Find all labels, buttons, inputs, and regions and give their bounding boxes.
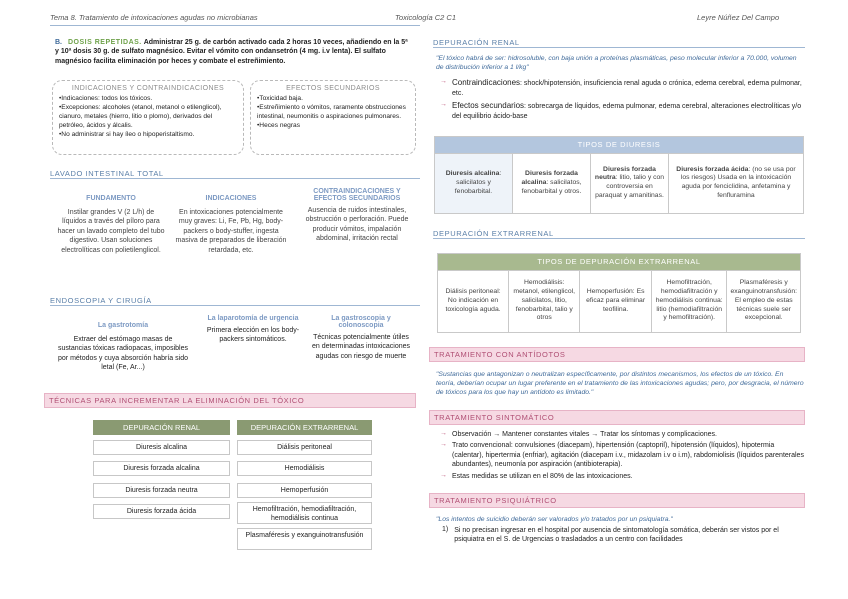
psiquiatrico-intro: "Los intentos de suicidio deberán ser valorados y/o tratados por un psiquiatra."	[436, 516, 673, 523]
arrow-icon: →	[440, 430, 447, 437]
lavado-col-head: CONTRAINDICACIONES Y EFECTOS SECUNDARIOS	[313, 188, 401, 202]
extra-flow-item: Hemofiltración, hemodiafiltración, hemodiálisis continua	[237, 502, 372, 524]
endoscopia-col	[310, 315, 412, 361]
header-center: Toxicología C2 C1	[395, 13, 457, 22]
indicaciones-item: •No administrar si hay íleo o hipoperistaltismo.	[59, 130, 195, 138]
indicaciones-box	[52, 80, 244, 155]
diuresis-cell: Diuresis forzada neutra: litio, talio y con controversia en paraquat y amanitinas.	[591, 153, 669, 213]
dep-extra-title: DEPURACIÓN EXTRARRENAL	[433, 229, 805, 239]
arrow-icon: →	[440, 101, 447, 108]
lavado-col	[55, 195, 167, 255]
lavado-col-head: INDICACIONES	[205, 195, 257, 202]
renal-flow-item: Diuresis forzada neutra	[93, 483, 230, 498]
diuresis-cell: Diuresis alcalina: salicilatos y fenobarbital.	[435, 153, 513, 213]
diuresis-table	[434, 136, 804, 214]
endoscopia-col-text: Primera elección en los body-packers sintomáticos.	[206, 327, 300, 344]
endoscopia-col-text: Técnicas potencialmente útiles en determinadas intoxicaciones agudas con riesgo de muerte	[311, 334, 411, 360]
dep-renal-contra	[440, 78, 802, 98]
lavado-col-text: Ausencia de ruidos intestinales, obstrucción o perforación. Puede producir vómitos, impalación abdominal, irritación rectal	[305, 207, 409, 243]
lavado-col	[175, 195, 287, 255]
psiquiatrico-num: 1)	[442, 526, 449, 533]
header-right: Leyre Núñez Del Campo	[697, 13, 780, 22]
efectos-box	[250, 80, 416, 155]
renal-flow-head: DEPURACIÓN RENAL	[93, 420, 230, 435]
endoscopia-col	[58, 322, 188, 373]
renal-flow-item: Diuresis forzada alcalina	[93, 461, 230, 476]
extra-flow-head: DEPURACIÓN EXTRARRENAL	[237, 420, 372, 435]
efectos-item: •Heces negras	[257, 121, 300, 129]
extrarrenal-cell: Hemofiltración, hemodiafiltración y hemodiálisis continua: litio (hemodiafiltración y hemofiltración).	[651, 270, 727, 332]
extrarrenal-table-title: TIPOS DE DEPURACIÓN EXTRARRENAL	[438, 254, 801, 271]
extra-flow-item: Hemodiálisis	[237, 461, 372, 476]
arrow-icon: →	[440, 78, 447, 85]
sintomatico-item: → Estas medidas se utilizan en el 80% de las intoxicaciones.	[440, 471, 633, 480]
endoscopia-col-head: La gastrotomía	[97, 322, 149, 329]
dosis-title: DOSIS REPETIDAS.	[68, 39, 142, 46]
indicaciones-item: •Excepciones: alcoholes (etanol, metanol o etilenglicol), cianuro, metales (hierro, litio o plomo), derivados del petróleo, ácidos y álcalis.	[59, 103, 222, 129]
indicaciones-box-title: INDICACIONES Y CONTRAINDICACIONES	[71, 85, 225, 92]
extra-flow-item: Plasmaféresis y exanguinotransfusión	[237, 528, 372, 550]
antidotos-text: "Sustancias que antagonizan o neutralizan específicamente, por distintos mecanismos, los efectos de un tóxico. En teoría, deberían ocupar un lugar preferente en el tratamiento de las intoxicaciones agudas; pero, por desgracia, el número de tóxicos para los que hay un antídoto es limitado."	[436, 371, 804, 397]
psiquiatrico-title: TRATAMIENTO PSIQUIÁTRICO	[429, 493, 805, 508]
header-rule	[50, 25, 420, 26]
endoscopia-col-head: La gastroscopia y colonoscopia	[331, 315, 391, 329]
sintomatico-item: → Trato convencional: convulsiones (diacepam), hipertensión (captopril), hipotensión (líquidos), hipotermia (calentar), hipertermia (enfriar), agitación (diacepam i.v., midazolam i.v o i.m), rabdomiolisis (líquidos parenterales abundantes), neumonía por aspiración (antibioterapia).	[440, 441, 804, 469]
extra-flow-item: Diálisis peritoneal	[237, 440, 372, 455]
dosis-letter: B.	[55, 39, 62, 46]
extrarrenal-cell: Diálisis peritoneal: No indicación en toxicología aguda.	[438, 270, 509, 332]
extrarrenal-cell: Hemoperfusión: Es eficaz para eliminar teofilina.	[580, 270, 652, 332]
endoscopia-col	[205, 315, 301, 345]
efectos-item: •Toxicidad baja.	[257, 95, 303, 102]
endoscopia-title: ENDOSCOPIA Y CIRUGÍA	[50, 296, 420, 306]
antidotos-title: TRATAMIENTO CON ANTÍDOTOS	[429, 347, 805, 362]
tecnicas-title: TÉCNICAS PARA INCREMENTAR LA ELIMINACIÓN DEL TÓXICO	[44, 393, 416, 408]
renal-flow-item: Diuresis forzada ácida	[93, 504, 230, 519]
efectos-item: •Estreñimiento o vómitos, raramente obstrucciones intestinal, neumonitis o aspiraciones pulmonares.	[257, 103, 406, 120]
diuresis-table-title: TIPOS DE DIURESIS	[435, 137, 804, 154]
extrarrenal-table	[437, 253, 801, 333]
dep-renal-efectos	[440, 101, 802, 121]
lavado-col-text: En intoxicaciones potencialmente muy graves: Li, Fe, Pb, Hg, body-packers o body-stuffer, ingesta masiva de preparados de liberación retardada, etc.	[175, 209, 287, 254]
efectos-text: : sobrecarga de líquidos, edema pulmonar, edema cerebral, alteraciones electrolíticas y/o del equilibrio ácido-base	[452, 103, 802, 120]
efectos-label: Efectos secundarios	[452, 101, 525, 110]
psiquiatrico-text: Si no precisan ingresar en el hospital por ausencia de sintomatología somática, deberán ser vistos por el psiquiatra en el S. de Urgencias o trasladados a un centro con facilidades	[454, 527, 779, 544]
diuresis-cell: Diuresis forzada ácida: (no se usa por los riesgos) Usada en la intoxicación aguda por fenciclidina, anfetamina y fenfluramina	[669, 153, 804, 213]
lavado-col-text: Instilar grandes V (2 L/h) de líquidos a través del píloro para hacer un lavado completo del tubo digestivo. Usan soluciones electrolíticas con polietilenglicol.	[57, 209, 165, 254]
extrarrenal-cell: Plasmaféresis y exanguinotransfusión: El empleo de estas técnicas suele ser excepcional.	[727, 270, 801, 332]
extrarrenal-cell: Hemodiálisis: metanol, etilenglicol, salicilatos, litio, fenobarbital, talio y otros	[509, 270, 580, 332]
dosis-repetidas	[55, 38, 413, 66]
arrow-icon: →	[440, 471, 447, 479]
extra-flow-item: Hemoperfusión	[237, 483, 372, 498]
diuresis-cell: Diuresis forzada alcalina: salicilatos, fenobarbital y otros.	[513, 153, 591, 213]
endoscopia-col-text: Extraer del estómago masas de sustancias tóxicas radiopacas, imposibles por métodos y cuya absorción habría sido letal (Fe, Ar...)	[58, 336, 188, 372]
endoscopia-col-head: La laparotomía de urgencia	[207, 315, 299, 322]
renal-flow-item: Diuresis alcalina	[93, 440, 230, 455]
dep-renal-title: DEPURACIÓN RENAL	[433, 38, 805, 48]
header-left: Tema 8. Tratamiento de intoxicaciones agudas no microbianas	[50, 13, 258, 22]
dosis-text: Administrar 25 g. de carbón activado cada 2 horas 10 veces, añadiendo en la 5ª y 10ª dosis 30 g. de sulfato magnésico. Evitar el vómito con ondansetrón (4 mg. i.v lenta). El sulfato magnésico facilita eliminación por heces y combate el estreñimiento.	[55, 39, 408, 65]
indicaciones-item: •Indicaciones: todos los tóxicos.	[59, 95, 153, 102]
efectos-box-title: EFECTOS SECUNDARIOS	[286, 85, 380, 92]
psiquiatrico-item	[442, 526, 804, 545]
contra-text: : shock/hipotensión, insuficiencia renal aguda o crónica, edema cerebral, edema pulmonar, etc.	[452, 80, 802, 97]
lavado-col	[300, 188, 414, 244]
lavado-col-head: FUNDAMENTO	[86, 195, 136, 202]
lavado-title: LAVADO INTESTINAL TOTAL	[50, 169, 420, 179]
sintomatico-item: → Observación → Mantener constantes vitales → Tratar los síntomas y complicaciones.	[440, 430, 717, 438]
arrow-icon: →	[440, 441, 447, 449]
sintomatico-title: TRATAMIENTO SINTOMÁTICO	[429, 410, 805, 425]
dep-renal-intro: "El tóxico habrá de ser: hidrosoluble, con baja unión a proteínas plasmáticas, peso molecular inferior a 70.000, volumen de distribución inferior a 1 l/kg"	[436, 55, 797, 72]
contra-label: Contraindicaciones	[452, 78, 521, 87]
sintomatico-list	[440, 430, 804, 481]
